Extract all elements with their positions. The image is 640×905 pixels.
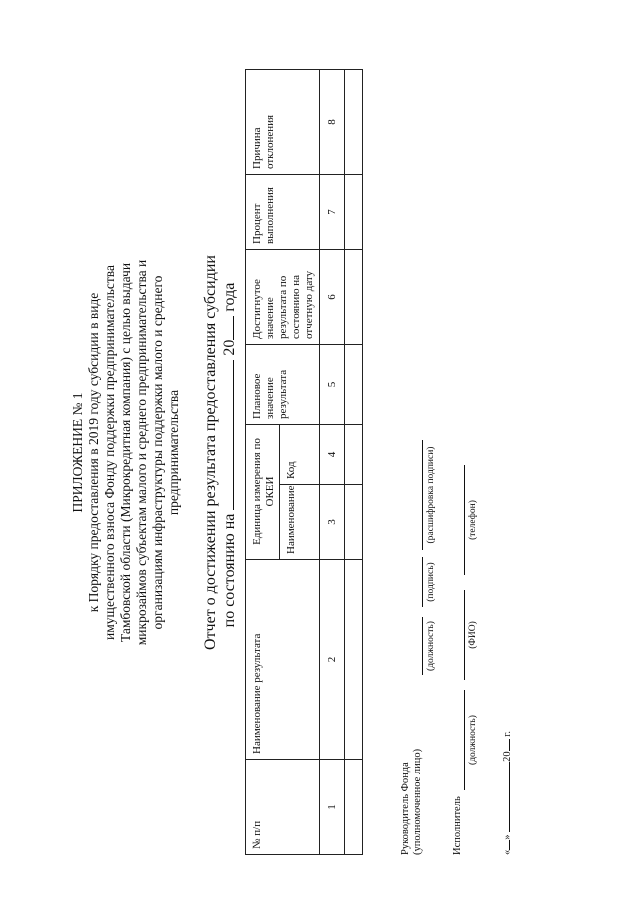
signature-date xyxy=(496,731,514,855)
table-cell[interactable] xyxy=(345,760,363,855)
column-number-7: 7 xyxy=(320,175,345,250)
table-cell[interactable] xyxy=(345,250,363,345)
executor-phone-line[interactable] xyxy=(464,465,465,575)
report-year-suffix: года xyxy=(221,282,238,312)
table-cell[interactable] xyxy=(345,560,363,760)
date-month-blank[interactable] xyxy=(496,762,510,832)
executor-position-caption: (должность) xyxy=(468,715,478,765)
head-position-caption: (должность) xyxy=(426,621,436,671)
table-cell[interactable] xyxy=(345,345,363,425)
table-cell[interactable] xyxy=(345,485,363,560)
appendix-line-4: микрозаймов субъектам малого и среднего предпринимательства и xyxy=(134,259,149,646)
executor-fio-caption: (ФИО) xyxy=(468,621,478,649)
appendix-line-2: имущественного взноса Фонду поддержки предпринимательства xyxy=(102,265,117,640)
header-unit-name: Наименование xyxy=(280,485,320,560)
table-cell[interactable] xyxy=(345,175,363,250)
header-percent: Процент выполнения xyxy=(246,175,320,250)
column-number-5: 5 xyxy=(320,345,345,425)
header-result-name: Наименование результата xyxy=(246,560,320,760)
header-achieved: Достигнутое значение результата по состоянию на отчетную дату xyxy=(246,250,320,345)
date-close-quote: » xyxy=(502,834,513,840)
date-suffix: г. xyxy=(502,731,513,737)
date-day-blank[interactable] xyxy=(496,840,510,850)
head-label-1: Руководитель Фонда xyxy=(400,762,411,855)
results-table xyxy=(245,69,363,855)
column-number-2: 2 xyxy=(320,560,345,760)
report-date-prefix: по состоянию на xyxy=(221,513,238,628)
column-number-1: 1 xyxy=(320,760,345,855)
table-row xyxy=(345,70,363,855)
executor-position-line[interactable] xyxy=(464,690,465,790)
head-signature-line[interactable] xyxy=(422,557,423,607)
head-decoding-caption: (расшифровка подписи) xyxy=(426,446,436,544)
executor-label: Исполнитель xyxy=(452,796,463,855)
report-title: Отчет о достижении результата предоставления субсидии xyxy=(202,255,219,650)
table-cell[interactable] xyxy=(345,70,363,175)
column-number-4: 4 xyxy=(320,425,345,485)
report-date-line xyxy=(220,255,239,655)
column-number-3: 3 xyxy=(320,485,345,560)
appendix-line-6: предпринимательства xyxy=(166,389,181,516)
appendix-title: ПРИЛОЖЕНИЕ № 1 xyxy=(70,392,85,513)
report-date-blank[interactable] xyxy=(220,360,234,510)
executor-fio-line[interactable] xyxy=(464,590,465,680)
header-unit-code: Код xyxy=(280,425,320,485)
header-planned: Плановое значение результата xyxy=(246,345,320,425)
head-position-line[interactable] xyxy=(422,617,423,675)
table-cell[interactable] xyxy=(345,425,363,485)
date-year-blank[interactable] xyxy=(496,739,510,751)
appendix-line-5: организациям инфраструктуры поддержки малого и среднего xyxy=(150,275,165,630)
report-year-blank[interactable] xyxy=(220,316,234,340)
header-reason: Причина отклонения xyxy=(246,70,320,175)
report-year-prefix: 20 xyxy=(221,339,238,356)
header-no: № п/п xyxy=(246,760,320,855)
date-year-prefix: 20 xyxy=(502,751,513,762)
executor-phone-caption: (телефон) xyxy=(468,500,478,540)
column-number-6: 6 xyxy=(320,250,345,345)
appendix-line-3: Тамбовской области (Микрокредитная компания) с целью выдачи xyxy=(118,262,133,643)
date-open-quote: « xyxy=(502,849,513,855)
head-signature-caption: (подпись) xyxy=(426,562,436,602)
column-number-8: 8 xyxy=(320,70,345,175)
head-label-2: (уполномоченное лицо) xyxy=(412,748,423,855)
header-unit: Единица измерения по ОКЕИ xyxy=(246,425,280,560)
appendix-line-1: к Порядку предоставления в 2019 году субсидии в виде xyxy=(86,292,101,613)
head-decoding-line[interactable] xyxy=(422,440,423,550)
